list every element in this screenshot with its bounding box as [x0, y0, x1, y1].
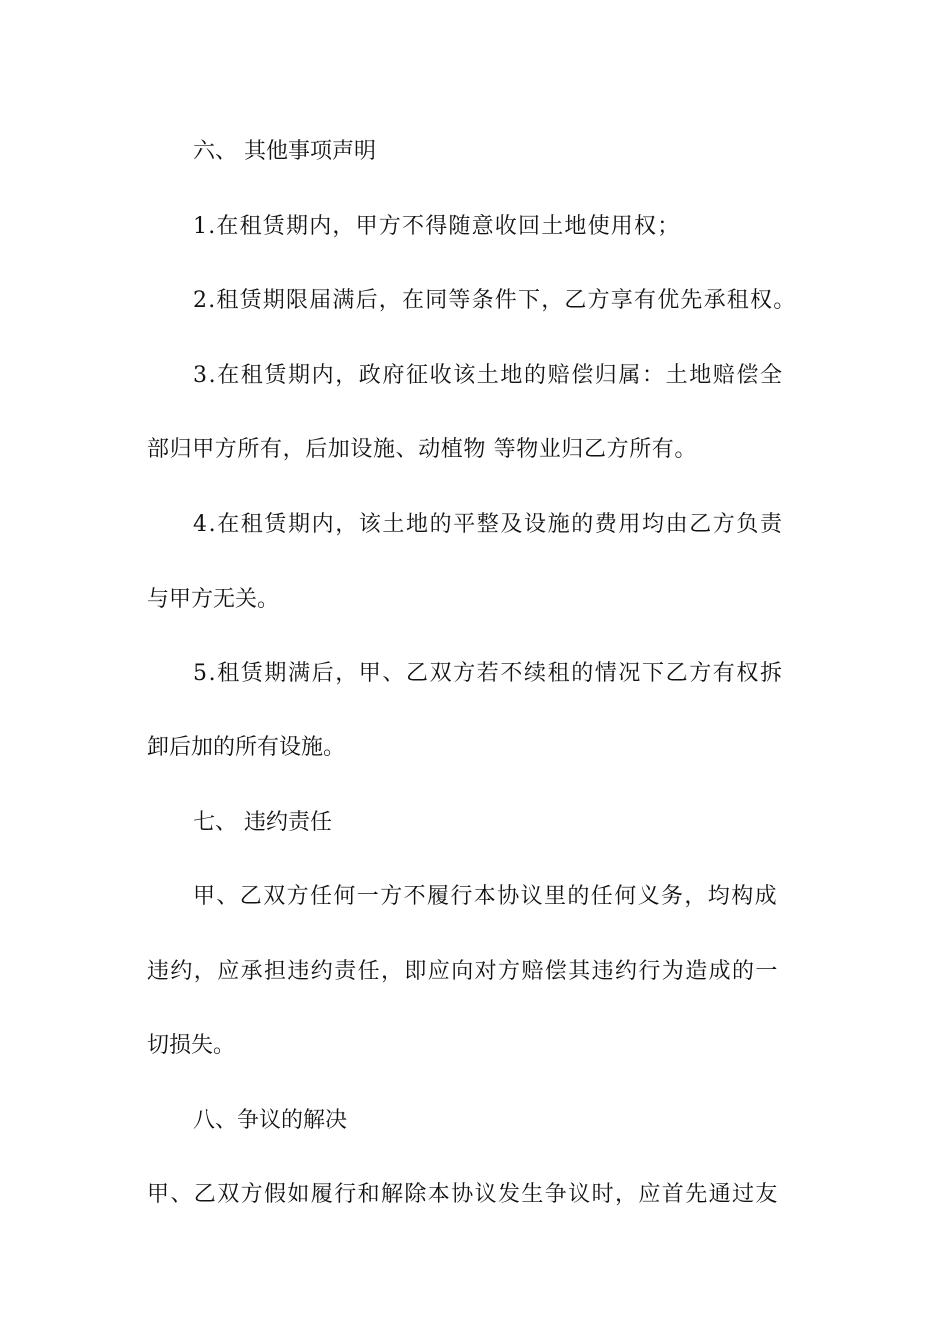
breach-paragraph-line-1: 甲、乙双方任何一方不履行本协议里的任何义务，均构成: [193, 884, 779, 909]
clause-3-line-1: 3.在租赁期内，政府征收该土地的赔偿归属：土地赔偿全: [193, 363, 784, 388]
clause-3-line-2: 部归甲方所有，后加设施、动植物 等物业归乙方所有。: [147, 437, 697, 462]
breach-paragraph-line-3: 切损失。: [147, 1033, 236, 1058]
dispute-paragraph-line-1: 甲、乙双方假如履行和解除本协议发生争议时，应首先通过友: [147, 1182, 779, 1207]
clause-2: 2.租赁期限届满后，在同等条件下，乙方享有优先承租权。: [193, 288, 797, 313]
clause-4-line-2: 与甲方无关。: [147, 587, 280, 612]
clause-1: 1.在租赁期内，甲方不得随意收回土地使用权；: [193, 214, 681, 239]
clause-4-line-1: 4.在租赁期内，该土地的平整及设施的费用均由乙方负责: [193, 512, 784, 537]
section-heading-seven: 七、 违约责任: [193, 810, 332, 835]
section-heading-six: 六、 其他事项声明: [193, 139, 376, 164]
section-heading-eight: 八、争议的解决: [193, 1108, 348, 1133]
clause-5-line-1: 5.租赁期满后，甲、乙双方若不续租的情况下乙方有权拆: [193, 661, 784, 686]
breach-paragraph-line-2: 违约，应承担违约责任，即应向对方赔偿其违约行为造成的一: [147, 959, 779, 984]
clause-5-line-2: 卸后加的所有设施。: [147, 735, 346, 760]
